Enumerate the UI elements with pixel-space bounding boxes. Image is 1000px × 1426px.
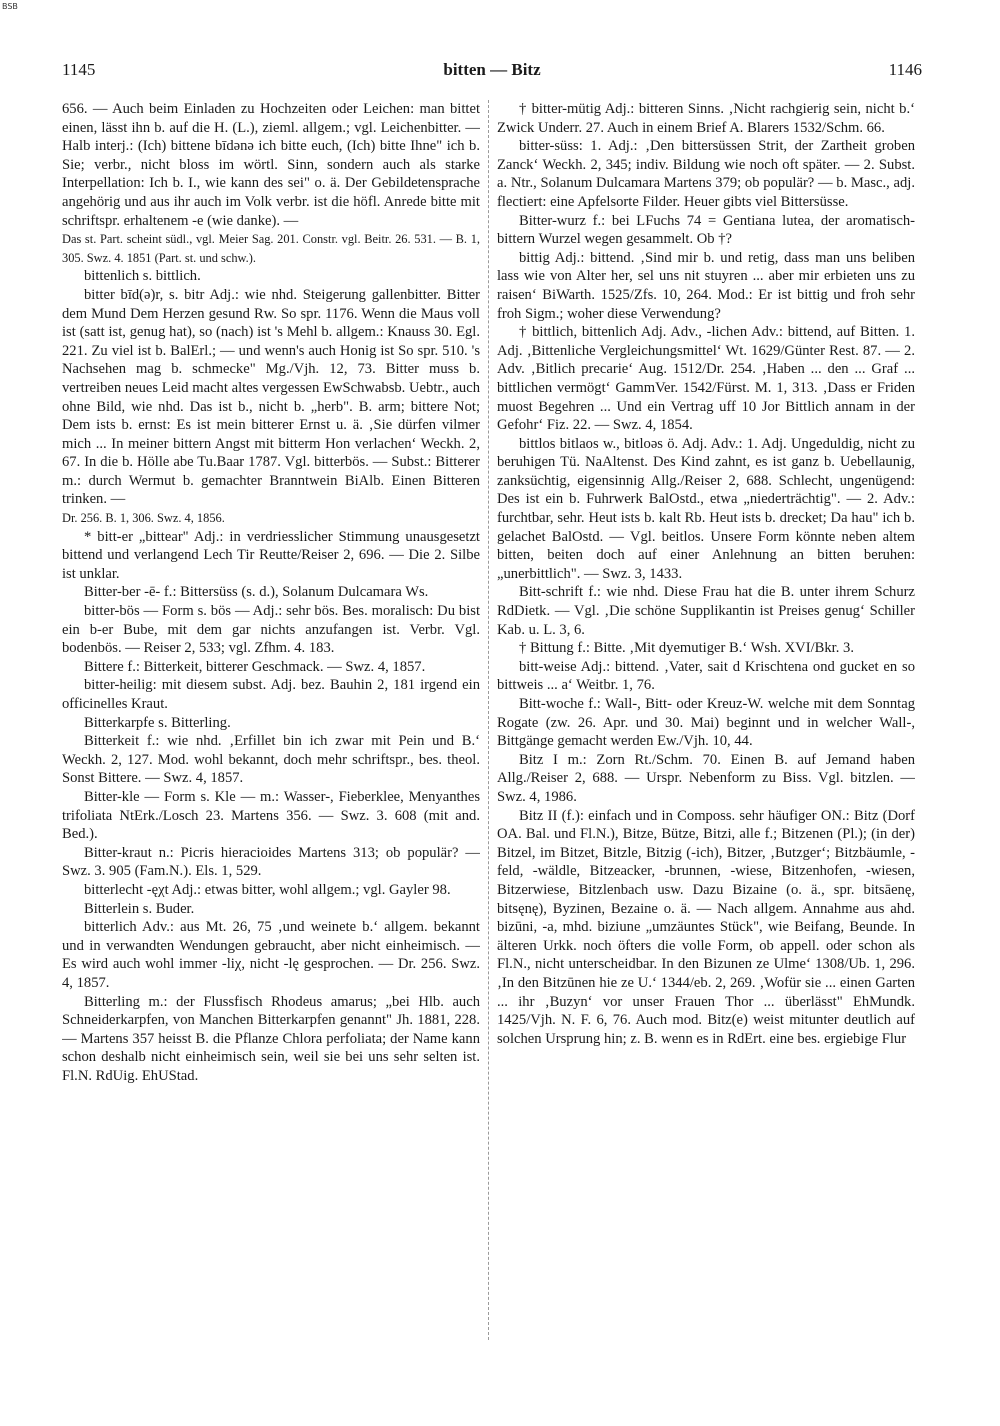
dictionary-entry: Bitt-woche f.: Wall-, Bitt- oder Kreuz-W. welche mit dem Sonntag Rogate (zw. 26. Apr. und 30. Mai) beginnt und in welcher Wall-, Bittgänge gemacht werden Ew./Vjh. 10, 44. [497,696,915,750]
dictionary-entry: Bitterkeit f.: wie nhd. ‚Erfillet bin ich zwar mit Pein und B.‘ Weckh. 2, 127. Mod. wohl bekannt, doch mehr schriftspr., bes. theol. Sonst Bittere. — Swz. 4, 1857. [62,733,480,787]
dictionary-entry: * bitt-er „bittear" Adj.: in verdriesslicher Stimmung unausgesetzt bittend und verlangend Lech Tir Reutte/Reiser 2, 696. — Die 2. Silbe ist unklar. [62,528,480,582]
left-column [62,100,480,1340]
dictionary-entry: Bitter-kraut n.: Picris hieracioides Martens 313; ob populär? — Swz. 3. 905 (Fam.N.). Els. 1, 529. [62,844,480,880]
dictionary-entry: bittig Adj.: bittend. ‚Sind mir b. und retig, dass man uns beliben lass wie von Alter her, sel uns nit stuyren ... aber mir erbieten uns zu raisen‘ BiWarth. 1525/Zfs. 10, 264. Mod.: Er ist bittig und froh sehr froh Sigm.; woher diese Verwendung? [497,249,915,322]
dictionary-entry: Bitt-schrift f.: wie nhd. Diese Frau hat die B. unter ihrem Schurz RdDietk. — Vgl. ‚Die schöne Supplikantin ist Preises genug‘ Schiller Kab. u. L. 3, 6. [497,584,915,638]
dictionary-entry: bitter-heilig: mit diesem subst. Adj. bez. Bauhin 2, 181 irgend ein officinelles Kraut. [62,677,480,712]
dictionary-entry: bitter-bös — Form s. bös — Adj.: sehr bös. Bes. moralisch: Du bist ein b-er Bube, mit dem gar nichts anzufangen ist. Verbr. Vgl. bodenbös. — Reiser 2, 533; vgl. Zfhm. 4. 183. [62,603,480,657]
running-header [62,60,922,84]
dictionary-entry: Das st. Part. scheint südl., vgl. Meier Sag. 201. Constr. vgl. Beitr. 26. 531. — B. 1, 305. Swz. 4. 1851 (Part. st. und schw.). [62,232,480,265]
dictionary-entry: bitter bīd(ə)r, s. bitr Adj.: wie nhd. Steigerung gallenbitter. Bitter dem Mund Dem Herzen gesund Rw. So spr. 1176. Wenn die Maus voll ist (satt ist, genug hat), so (nach) ist 's Mehl b. allgem.: Knauss 30. Egl. 221. Zu viel ist b. BalErl.; — und wenn's auch Honig ist So spr. 510. 's Nachsehen mag b. schmecke" Mg./Vjh. 12, 73. Bitter muss b. vertreiben neues Leid macht altes vergessen EwSchwabsb. Uebtr., auch ohne Bild, wie nhd. Das ist b., nicht b. „herb". B. arm; bittere Not; Dem ists b. ernst: Es ist mein bitterer Ernst u. ä. ‚Sie dürfen vilmer mich ... In meiner bittern Angst mit bitterm Hon verlachen‘ Weckh. 2, 67. In die b. Hölle abe Tu.Baar 1787. Vgl. bitterbös. — Subst.: Bitterer m.: durch Wermut b. gemachter Branntwein BiAlb. Einen Bitteren trinken. — [62,286,480,508]
dictionary-entry: Bittere f.: Bitterkeit, bitterer Geschmack. — Swz. 4, 1857. [84,658,426,675]
dictionary-entry: † bitter-mütig Adj.: bitteren Sinns. ‚Nicht rachgierig sein, nicht b.‘ Zwick Underr. 27. Auch in einem Brief A. Blarers 1532/Schm. 66. [497,101,915,136]
dictionary-entry: 656. — Auch beim Einladen zu Hochzeiten oder Leichen: man bittet einen, lässt ihn b. auf die H. (L.), zieml. allgem.; vgl. Leichenbitter. — Halb interj.: (Ich) bittene bīdənə ich bitte euch, (Ich) bitte Ihne" ich b. Sie; verbr., nicht bloss im wörtl. Sinn, sondern auch als starke Interpellation: Ich b. I., wie kann des sei" o. ä. Der Gebildetensprache angehörig und aus ihr auch im Volk verbr. ist die höfl. Anrede bitte mit schriftspr. erhaltenem -e (wie danke). — [62,101,480,229]
column-divider [488,100,489,1340]
dictionary-entry: Bitterling m.: der Flussfisch Rhodeus amarus; „bei Hlb. auch Schneiderkarpfen, von Manchen Bitterkarpfen genannt" Jh. 1881, 228. — Martens 357 heisst B. die Pflanze Chlora perfoliata; der Name kann schon deshalb nicht einheimisch sein, weil sie bei uns sehr selten ist. Fl.N. RdUig. EhUStad. [62,993,480,1084]
dictionary-entry: bitterlecht -ęχt Adj.: etwas bitter, wohl allgem.; vgl. Gayler 98. [84,881,451,898]
library-stamp: BSB [2,2,18,11]
dictionary-entry: † bittlich, bittenlich Adj. Adv., -lichen Adv.: bittend, auf Bitten. 1. Adj. ‚Bittenliche Vergleichungsmittel‘ Wt. 1629/Günter Rest. 87. — 2. Adv. ‚Bitlich precarie‘ Aug. 1512/Dr. 254. ‚Haben ... den ... Graf ... bittlichen vermögt‘ GammVer. 1542/Fürst. M. 1, 313. ‚Dass er Friden muost Begehren ... Und ein Vertrag uff 10 Jor Bittlich annam in der Gefohr‘ Fiz. 22. — Swz. 4, 1854. [497,324,915,434]
page-number-left: 1145 [62,60,96,79]
dictionary-entry: Bitz II (f.): einfach und in Composs. sehr häufiger ON.: Bitz (Dorf OA. Bal. und Fl.N.), Bitze, Bütze, Bitzi, alle f.; Bitzenen (Pl.); (in der) Bitzel, im Bitzet, Bitzle, Bitzig (-ich), Bitzer, ‚Butzger‘; Bitzbäumle, -feld, -wäldle, Bitzeacker, -brunnen, -wiese, Bitzenhofen, -wiesen, Bitzerwiese, Bitzlenbach usw. Dazu Bizaine (o. ä., spr. bitsāenę, bitsęnę), Byzinen, Bezaine o. ä. — Nach allgem. Annahme aus ahd. bizūni, -a, mhd. biziune „umzäuntes Stück", wie Beifang, Beunde. In älteren Urkk. noch öfters die volle Form, ob appell. oder schon als Fl.N., nicht unterscheidbar. In den Bizunen ze Ulme‘ 1308/Ub. 1, 296. ‚In den Bitzūnen hie ze U.‘ 1344/eb. 2, 269. ‚Wofür sie ... einen Garten ... ihr ‚Buzyn‘ vor unser Frauen Thor ... überlässt" EhMundk. 1425/Vjh. N. F. 6, 76. Auch mod. Bitz(e) weist mitunter deutlich auf solchen Ursprung hin; z. B. wenn es in RdErt. eine bes. ergiebige Flur [497,807,915,1047]
dictionary-entry: Bitz I m.: Zorn Rt./Schm. 70. Einen B. auf Jemand haben Allg./Reiser 2, 688. — Urspr. Nebenform zu Biss. Vgl. bitzlen. — Swz. 4, 1986. [497,751,915,805]
dictionary-entry: † Bittung f.: Bitte. ‚Mit dyemutiger B.‘ Wsh. XVI/Bkr. 3. [519,640,854,657]
dictionary-entry: bitter-süss: 1. Adj.: ‚Den bittersüssen Strit, der Zartheit groben Zanck‘ Weckh. 2, 345; indiv. Bildung wie noch oft später. — 2. Subst. a. Ntr., Solanum Dulcamara Martens 379; ob populär? — b. Masc., adj. flectiert: eine Apfelsorte Filder. Heuer gibts viel Bittersüsse. [497,138,915,210]
dictionary-entry: bittlos bitlaos w., bitloəs ö. Adj. Adv.: 1. Adj. Ungeduldig, nicht zu beruhigen Tü. NaAltenst. Des Kind zahnt, es ist ganz b. Uebellaunig, zanksüchtig, eigensinnig Allg./Reiser 2, 688. Schlecht, ungenügend: Des ist ein b. Fuhrwerk BalOstd., etwa „niederträchtig". — 2. Adv.: furchtbar, sehr. Heut ists b. kalt Rb. Heut ists b. drecket; Da hau" ich b. gelachet BalOstd. — Vgl. beitlos. Unsere Form könnte neben altem bitten, beiten doch auf einer Anlehnung an bitten beruhen: „unerbittlich". — Swz. 3, 1433. [497,435,915,582]
dictionary-entry: Bitter-kle — Form s. Kle — m.: Wasser-, Fieberklee, Menyanthes trifoliata NtErk./Losch 23. Martens 356. — Swz. 3. 608 (mit and. Bed.). [62,788,480,843]
dictionary-entry: Dr. 256. B. 1, 306. Swz. 4, 1856. [62,511,225,526]
dictionary-entry: Bitterlein s. Buder. [84,900,195,917]
right-column [497,100,915,1340]
dictionary-entry: bitterlich Adv.: aus Mt. 26, 75 ‚und weinete b.‘ allgem. bekannt und in verwandten Wendungen gebraucht, aber nicht einheimisch. — Es wird auch wohl immer -liχ, nicht -lę gesprochen. — Dr. 256. Swz. 4, 1857. [62,919,480,991]
dictionary-entry: bitt-weise Adj.: bittend. ‚Vater, sait d Krischtena ond gucket en so bittweis ... a‘ Weitbr. 1, 76. [497,658,915,694]
header-title: bitten — Bitz [443,60,541,79]
dictionary-entry: Bitter-ber -ē- f.: Bittersüss (s. d.), Solanum Dulcamara Ws. [84,584,429,601]
page-number-right: 1146 [888,60,922,79]
dictionary-entry: Bitterkarpfe s. Bitterling. [84,714,231,731]
dictionary-entry: Bitter-wurz f.: bei LFuchs 74 = Gentiana lutea, der aromatisch-bittern Wurzel wegen gesammelt. Ob †? [497,212,915,248]
dictionary-entry: bittenlich s. bittlich. [84,268,201,285]
